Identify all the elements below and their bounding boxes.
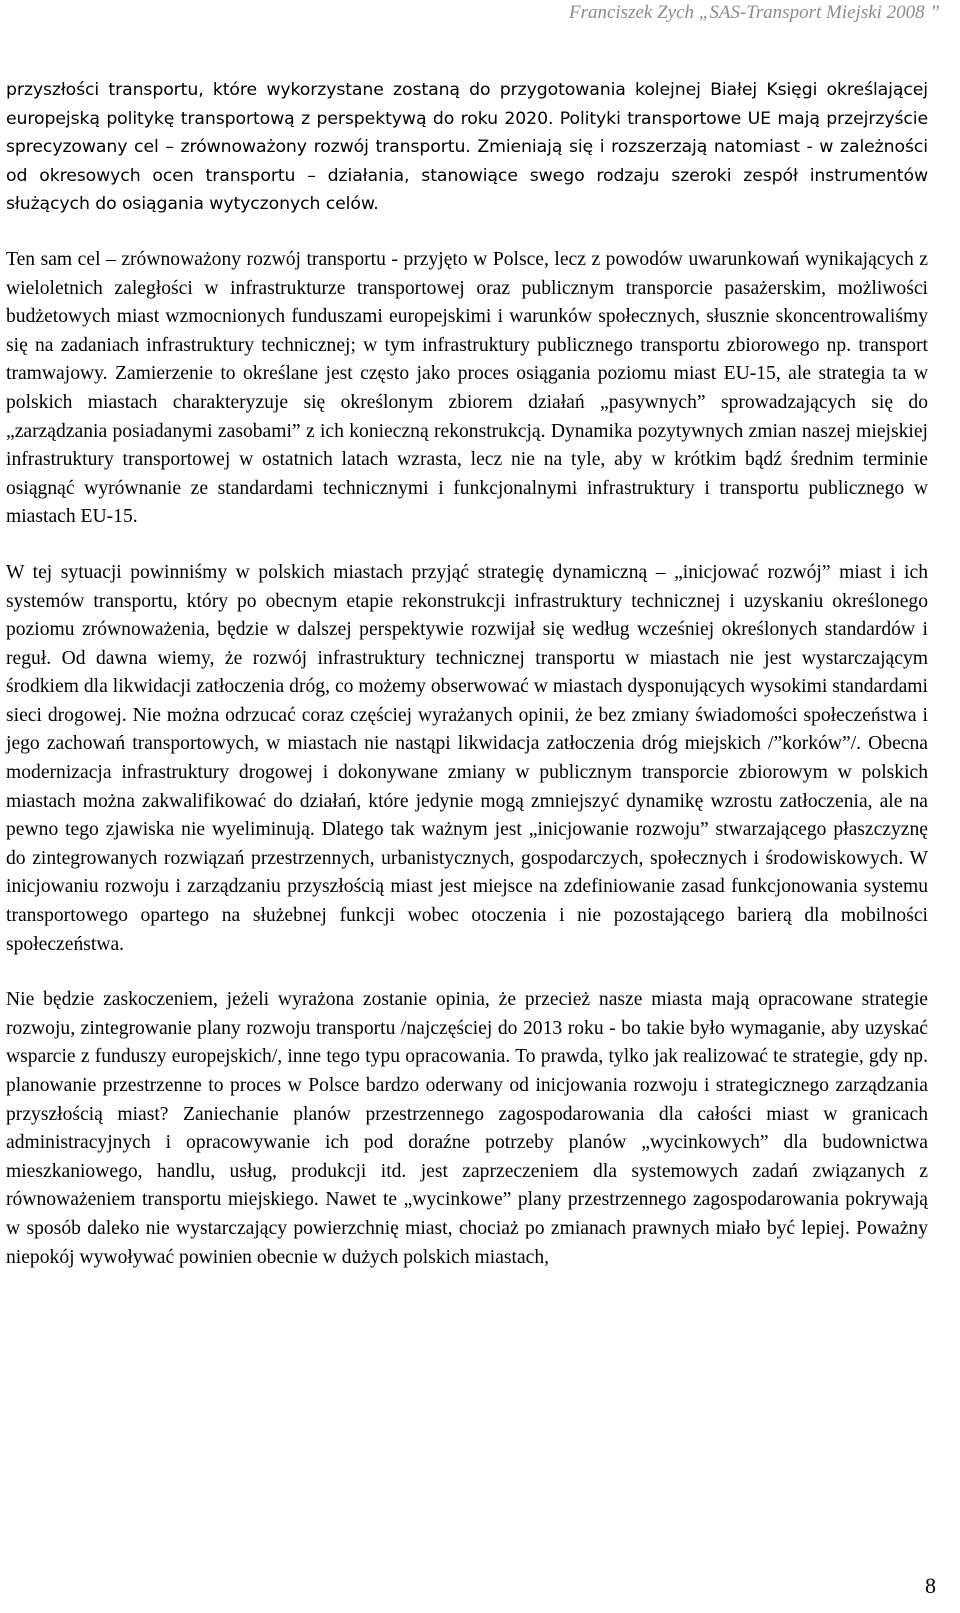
page-number: 8 [925, 1573, 936, 1598]
paragraph-2: Ten sam cel – zrównoważony rozwój transportu - przyjęto w Polsce, lecz z powodów uwarunkowań wynikających z wieloletnich zaległości w infrastrukturze transportowej oraz publicznym transporcie pasażerskim, możliwości budżetowych miast wzmocnionych funduszami europejskimi i warunków społecznych, słusznie skoncentrowaliśmy się na zadaniach infrastruktury technicznej; w tym infrastruktury publicznego transportu zbiorowego np. transport tramwajowy. Zamierzenie to określane jest często jako proces osiągania poziomu miast EU-15, ale strategia ta w polskich miastach charakteryzuje się określonym zbiorem działań „pasywnych” sprowadzających się do „zarządzania posiadanymi zasobami” z ich konieczną rekonstrukcją. Dynamika pozytywnych zmian naszej miejskiej infrastruktury transportowej w ostatnich latach wzrasta, lecz nie na tyle, aby w krótkim bądź średnim terminie osiągnąć wyrównanie ze standardami technicznymi i funkcjonalnymi infrastruktury i transportu publicznego w miastach EU-15. [6, 248, 928, 528]
paragraph-1: przyszłości transportu, które wykorzystane zostaną do przygotowania kolejnej Białej Księgi określającej europejską politykę transportową z perspektywą do roku 2020. Polityki transportowe UE mają przejrzyście sprecyzowany cel – zrównoważony rozwój transportu. Zmieniają się i rozszerzają natomiast - w zależności od okresowych ocen transportu – działania, stanowiące swego rodzaju szeroki zespół instrumentów służących do osiągania wytyczonych celów. [6, 80, 928, 215]
paragraph-3: W tej sytuacji powinniśmy w polskich miastach przyjąć strategię dynamiczną – „inicjować rozwój” miast i ich systemów transportu, który po obecnym etapie rekonstrukcji infrastruktury technicznej i uzyskaniu określonego poziomu zrównoważenia, będzie w dalszej perspektywie rozwijał się według wcześniej określonych standardów i reguł. Od dawna wiemy, że rozwój infrastruktury technicznej transportu w miastach nie jest wystarczającym środkiem dla likwidacji zatłoczenia dróg, co możemy obserwować w miastach dysponujących wysokimi standardami sieci drogowej. Nie można odrzucać coraz częściej wyrażanych opinii, że bez zmiany świadomości społeczeństwa i jego zachowań transportowych, w miastach nie nastąpi likwidacja zatłoczenia dróg miejskich /”korków”/. Obecna modernizacja infrastruktury drogowej i dokonywane zmiany w publicznym transporcie zbiorowym w polskich miastach można zakwalifikować do działań, które jedynie mogą zmniejszyć dynamikę wzrostu zatłoczenia, ale na pewno tego zjawiska nie wyeliminują. Dlatego tak ważnym jest „inicjowanie rozwoju” stwarzającego płaszczyznę do zintegrowanych rozwiązań przestrzennych, urbanistycznych, gospodarczych, społecznych i środowiskowych. W inicjowaniu rozwoju i zarządzaniu przyszłością miast jest miejsce na zdefiniowanie zasad funkcjonowania systemu transportowego opartego na służebnej funkcji wobec otoczenia i nie pozostającego barierą dla mobilności społeczeństwa. [6, 561, 928, 955]
running-header: Franciszek Zych „SAS-Transport Miejski 2008 ” [568, 2, 940, 23]
paragraph-4: Nie będzie zaskoczeniem, jeżeli wyrażona zostanie opinia, że przecież nasze miasta mają opracowane strategie rozwoju, zintegrowanie plany rozwoju transportu /najczęściej do 2013 roku - bo takie było wymaganie, aby uzyskać wsparcie z funduszy europejskich/, inne tego typu opracowania. To prawda, tylko jak realizować te strategie, gdy np. planowanie przestrzenne to proces w Polsce bardzo oderwany od inicjowania rozwoju i strategicznego zarządzania przyszłością miast? Zaniechanie planów przestrzennego zagospodarowania dla całości miast w granicach administracyjnych i opracowywanie ich pod doraźne potrzeby planów „wycinkowych” dla budownictwa mieszkaniowego, handlu, usług, produkcji itd. jest zaprzeczeniem dla systemowych zadań związanych z równoważeniem transportu miejskiego. Nawet te „wycinkowe” plany przestrzennego zagospodarowania pokrywają w sposób daleko nie wystarczający powierzchnię miast, chociaż po zmianach prawnych miało być lepiej. Poważny niepokój wywoływać powinien obecnie w dużych polskich miastach, [6, 989, 928, 1268]
body-text [6, 76, 928, 1272]
